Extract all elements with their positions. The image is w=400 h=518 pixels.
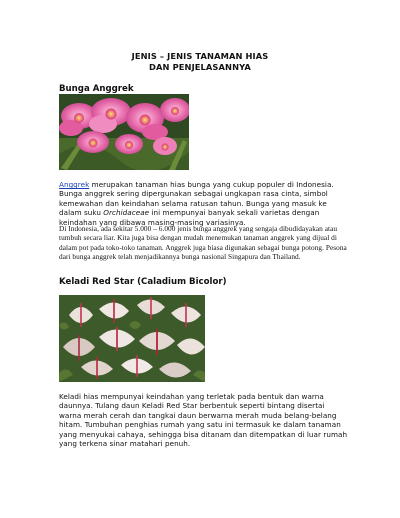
anggrek-link[interactable]: Anggrek (59, 180, 90, 189)
orchid-photo (59, 94, 189, 170)
document-title-line-2: DAN PENJELASANNYA (149, 62, 251, 72)
section-heading-anggrek: Bunga Anggrek (59, 84, 134, 94)
keladi-paragraph-1: Keladi hias mempunyai keindahan yang terletak pada bentuk dan warna daunnya. Tulang daun Keladi Red Star berbentuk seperti bintang disertai warna merah cerah dan tangkai daun berwarna merah muda belang-belang hitam. Tumbuhan penghias rumah yang satu ini termasuk ke dalam tanaman yang menyukai cahaya, sehingga bisa ditanam dan ditempatkan di luar rumah yang terkena sinar matahari penuh. (59, 392, 348, 449)
anggrek-paragraph-1-text-b: ini mempunyai banyak sekali varietas dengan keindahan yang dibawa masing-masing variasinya. (59, 208, 320, 227)
anggrek-paragraph-1-text-a: merupakan tanaman hias bunga yang cukup populer di Indonesia. Bunga anggrek sering dipergunakan sebagai ungkapan rasa cinta, simbol kemewahan dan keindahan selama ratusan tahun. Bunga yang masuk ke dalam suku (59, 180, 334, 218)
anggrek-paragraph-2: Di Indonesia, ada sekitar 5.000 – 6.000 jenis bunga anggrek yang sengaja dibudidayakan atau tumbuh secara liar. Kita juga bisa dengan mudah menemukan tanaman anggrek yang dijual di dalam pot pada toko-toko tanaman. Anggrek juga biasa digunakan sebagai bunga potong. Pesona dari bunga anggrek telah menjadikannya bunga nasional Singapura dan Thailand. (59, 224, 347, 261)
section-heading-keladi: Keladi Red Star (Caladium Bicolor) (59, 277, 227, 287)
document-title-line-1: JENIS – JENIS TANAMAN HIAS (131, 51, 269, 61)
orchidaceae-term: Orchidaceae (103, 208, 150, 218)
caladium-photo (59, 295, 205, 382)
anggrek-paragraph-1 (59, 180, 349, 227)
